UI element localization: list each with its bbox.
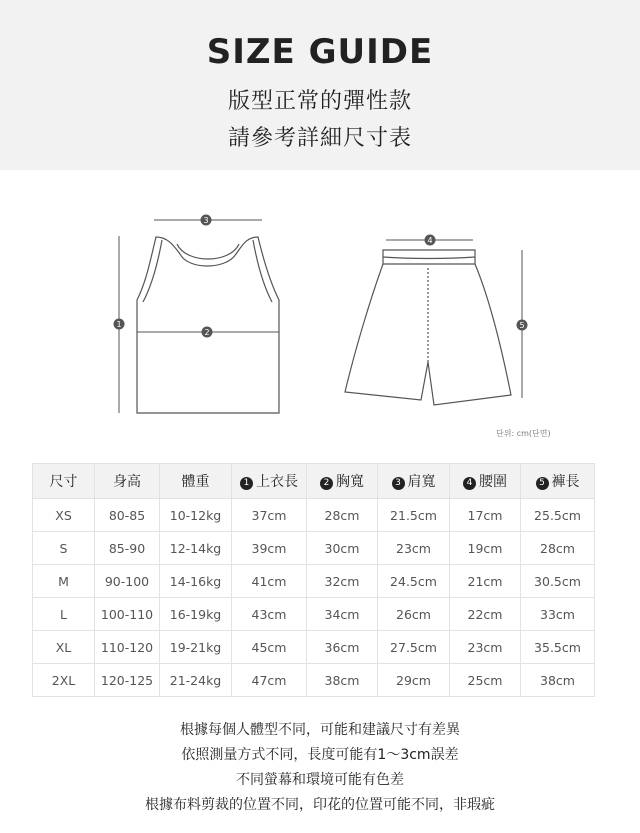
marker-1 [114,319,125,330]
cell-pants: 33cm [521,598,595,631]
cell-pants: 30.5cm [521,565,595,598]
cell-height: 100-110 [95,598,160,631]
cell-waist: 17cm [450,499,521,532]
marker-3 [201,215,212,226]
svg-text:5: 5 [519,321,525,330]
header-height: 身高 [95,464,160,499]
cell-pants: 35.5cm [521,631,595,664]
cell-waist: 23cm [450,631,521,664]
marker-2 [202,327,213,338]
header-shoulder: 3 肩寬 [378,464,450,499]
cell-size: M [33,565,95,598]
header-banner [0,0,640,170]
table-row [33,598,595,631]
cell-top-length: 39cm [232,532,307,565]
table-row [33,499,595,532]
marker-4 [425,235,436,246]
cell-shoulder: 23cm [378,532,450,565]
cell-height: 110-120 [95,631,160,664]
subtitle-fit: 版型正常的彈性款 [227,89,412,114]
svg-text:4: 4 [427,236,433,245]
cell-top-length: 47cm [232,664,307,697]
cell-weight: 12-14kg [160,532,232,565]
note-line: 根據每個人體型不同，可能和建議尺寸有差異 [180,722,460,738]
svg-text:1: 1 [116,320,122,329]
tank-top-illustration [137,237,279,413]
cell-shoulder: 29cm [378,664,450,697]
header-waist: 4 腰圍 [450,464,521,499]
cell-waist: 21cm [450,565,521,598]
cell-height: 85-90 [95,532,160,565]
header-chest: 2 胸寬 [307,464,378,499]
cell-weight: 16-19kg [160,598,232,631]
cell-height: 90-100 [95,565,160,598]
cell-chest: 28cm [307,499,378,532]
marker-5 [517,320,528,331]
shorts-illustration [345,250,511,405]
note-line: 依照測量方式不同，長度可能有1～3cm誤差 [181,747,459,763]
table-row [33,631,595,664]
cell-top-length: 41cm [232,565,307,598]
cell-weight: 19-21kg [160,631,232,664]
size-table [32,463,595,697]
num-badge-4: 4 [463,477,476,490]
cell-weight: 10-12kg [160,499,232,532]
cell-pants: 25.5cm [521,499,595,532]
cell-pants: 28cm [521,532,595,565]
svg-text:2: 2 [204,328,210,337]
page-title: SIZE GUIDE [206,32,434,72]
cell-chest: 30cm [307,532,378,565]
cell-waist: 22cm [450,598,521,631]
cell-top-length: 45cm [232,631,307,664]
cell-size: 2XL [33,664,95,697]
num-badge-3: 3 [392,477,405,490]
cell-waist: 19cm [450,532,521,565]
cell-chest: 36cm [307,631,378,664]
unit-note: 단위: cm(단면) [496,429,551,438]
cell-shoulder: 27.5cm [378,631,450,664]
header-pants: 5 褲長 [521,464,595,499]
table-row [33,565,595,598]
cell-size: XL [33,631,95,664]
header-top-length: 1 上衣長 [232,464,307,499]
cell-chest: 32cm [307,565,378,598]
cell-shoulder: 24.5cm [378,565,450,598]
num-badge-2: 2 [320,477,333,490]
cell-height: 120-125 [95,664,160,697]
notes-block [0,718,640,818]
cell-height: 80-85 [95,499,160,532]
cell-chest: 34cm [307,598,378,631]
svg-text:3: 3 [203,216,209,225]
cell-weight: 21-24kg [160,664,232,697]
subtitle-refer: 請參考詳細尺寸表 [227,126,412,151]
cell-waist: 25cm [450,664,521,697]
cell-chest: 38cm [307,664,378,697]
header-size: 尺寸 [33,464,95,499]
garment-diagram [0,170,640,460]
cell-size: XS [33,499,95,532]
num-badge-1: 1 [240,477,253,490]
note-line: 不同螢幕和環境可能有色差 [236,772,404,788]
cell-shoulder: 26cm [378,598,450,631]
cell-weight: 14-16kg [160,565,232,598]
cell-pants: 38cm [521,664,595,697]
header-weight: 體重 [160,464,232,499]
cell-size: L [33,598,95,631]
cell-size: S [33,532,95,565]
table-header-row [33,464,595,499]
cell-shoulder: 21.5cm [378,499,450,532]
table-row [33,664,595,697]
cell-top-length: 37cm [232,499,307,532]
cell-top-length: 43cm [232,598,307,631]
num-badge-5: 5 [536,477,549,490]
table-row [33,532,595,565]
note-line: 根據布料剪裁的位置不同，印花的位置可能不同，非瑕疵 [145,797,495,813]
